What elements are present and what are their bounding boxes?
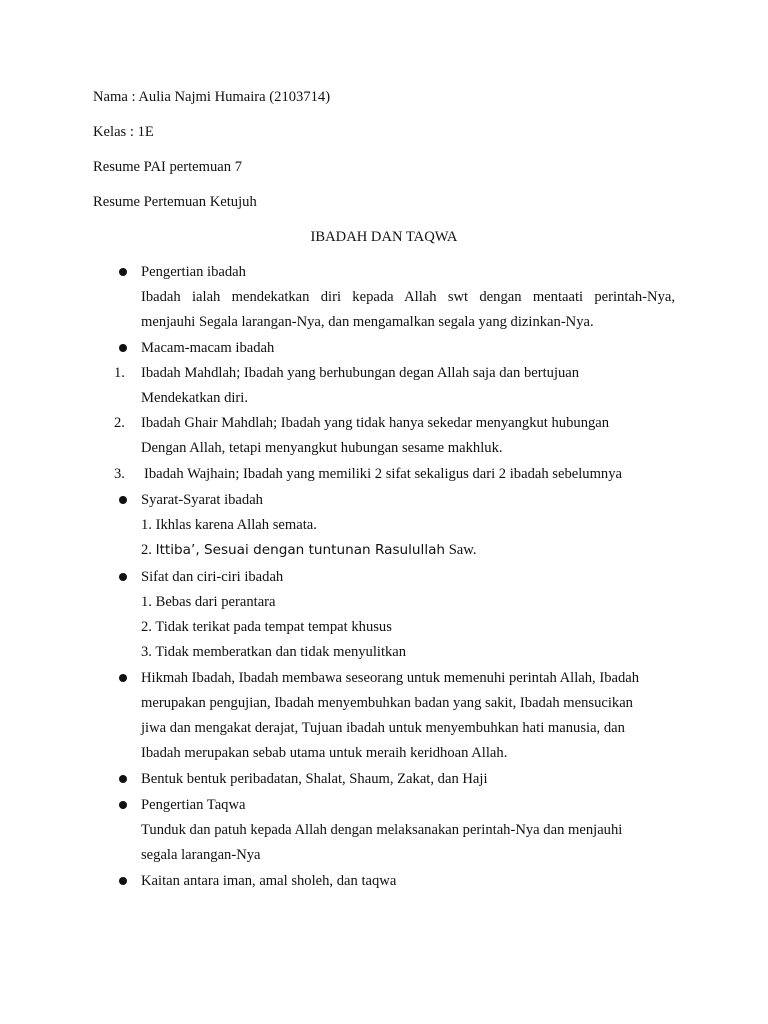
bullet-icon bbox=[119, 344, 127, 352]
macam-ibadah-item2-line1: Ibadah Ghair Mahdlah; Ibadah yang tidak hanya sekedar menyangkut hubungan bbox=[141, 415, 610, 431]
hikmah-line1: Hikmah Ibadah, Ibadah membawa seseorang untuk memenuhi perintah Allah, Ibadah bbox=[141, 670, 640, 686]
list-number: 2. bbox=[114, 415, 125, 431]
macam-ibadah-item1-line1: Ibadah Mahdlah; Ibadah yang berhubungan degan Allah saja dan bertujuan bbox=[141, 365, 580, 381]
section-heading-sifat-ibadah: Sifat dan ciri-ciri ibadah bbox=[141, 569, 284, 585]
syarat-ibadah-item2-main: Ittiba’, Sesuai dengan tuntunan Rasulullah bbox=[155, 542, 446, 558]
section-heading-pengertian-taqwa: Pengertian Taqwa bbox=[141, 797, 246, 813]
student-class: Kelas : 1E bbox=[93, 124, 154, 140]
section-heading-pengertian-ibadah: Pengertian ibadah bbox=[141, 264, 246, 280]
document-title bbox=[0, 228, 768, 246]
macam-ibadah-item3-line1: Ibadah Wajhain; Ibadah yang memiliki 2 sifat sekaligus dari 2 ibadah sebelumnya bbox=[144, 466, 622, 482]
syarat-ibadah-item1: 1. Ikhlas karena Allah semata. bbox=[141, 517, 317, 533]
bullet-icon bbox=[119, 573, 127, 581]
sifat-ibadah-item1: 1. Bebas dari perantara bbox=[141, 594, 276, 610]
bullet-icon bbox=[119, 268, 127, 276]
syarat-ibadah-item2-prefix: 2. bbox=[141, 542, 156, 558]
resume-pai-label: Resume PAI pertemuan 7 bbox=[93, 159, 243, 175]
hikmah-line4: Ibadah merupakan sebab utama untuk meraih keridhoan Allah. bbox=[141, 745, 508, 761]
bentuk-peribadatan: Bentuk bentuk peribadatan, Shalat, Shaum, Zakat, dan Haji bbox=[141, 771, 488, 787]
bullet-icon bbox=[119, 775, 127, 783]
bullet-icon bbox=[119, 496, 127, 504]
list-number: 3. bbox=[114, 466, 125, 482]
hikmah-line2: merupakan pengujian, Ibadah menyembuhkan badan yang sakit, Ibadah mensucikan bbox=[141, 695, 633, 711]
pengertian-ibadah-line2: menjauhi Segala larangan-Nya, dan mengamalkan segala yang dizinkan-Nya. bbox=[141, 314, 594, 330]
macam-ibadah-item1-line2: Mendekatkan diri. bbox=[141, 390, 248, 406]
sifat-ibadah-item2: 2. Tidak terikat pada tempat tempat khusus bbox=[141, 619, 392, 635]
hikmah-line3: jiwa dan mengakat derajat, Tujuan ibadah untuk menyembuhkan hati manusia, dan bbox=[141, 720, 625, 736]
bullet-icon bbox=[119, 801, 127, 809]
pengertian-taqwa-line1: Tunduk dan patuh kepada Allah dengan melaksanakan perintah-Nya dan menjauhi bbox=[141, 822, 623, 838]
section-heading-syarat-ibadah: Syarat-Syarat ibadah bbox=[141, 492, 263, 508]
macam-ibadah-item2-line2: Dengan Allah, tetapi menyangkut hubungan sesame makhluk. bbox=[141, 440, 503, 456]
list-number: 1. bbox=[114, 365, 125, 381]
pengertian-taqwa-line2: segala larangan-Nya bbox=[141, 847, 261, 863]
section-heading-macam-ibadah: Macam-macam ibadah bbox=[141, 340, 275, 356]
syarat-ibadah-item2 bbox=[141, 541, 477, 559]
document-title-text: IBADAH DAN TAQWA bbox=[310, 229, 458, 245]
resume-meeting-label: Resume Pertemuan Ketujuh bbox=[93, 194, 257, 210]
sifat-ibadah-item3: 3. Tidak memberatkan dan tidak menyulitkan bbox=[141, 644, 407, 660]
pengertian-ibadah-line1: Ibadah ialah mendekatkan diri kepada Allah swt dengan mentaati perintah-Nya, bbox=[141, 289, 675, 305]
bullet-icon bbox=[119, 674, 127, 682]
student-name: Nama : Aulia Najmi Humaira (2103714) bbox=[93, 89, 331, 105]
syarat-ibadah-item2-suffix: Saw. bbox=[445, 542, 477, 558]
kaitan-iman-amal-taqwa: Kaitan antara iman, amal sholeh, dan taqwa bbox=[141, 873, 397, 889]
bullet-icon bbox=[119, 877, 127, 885]
